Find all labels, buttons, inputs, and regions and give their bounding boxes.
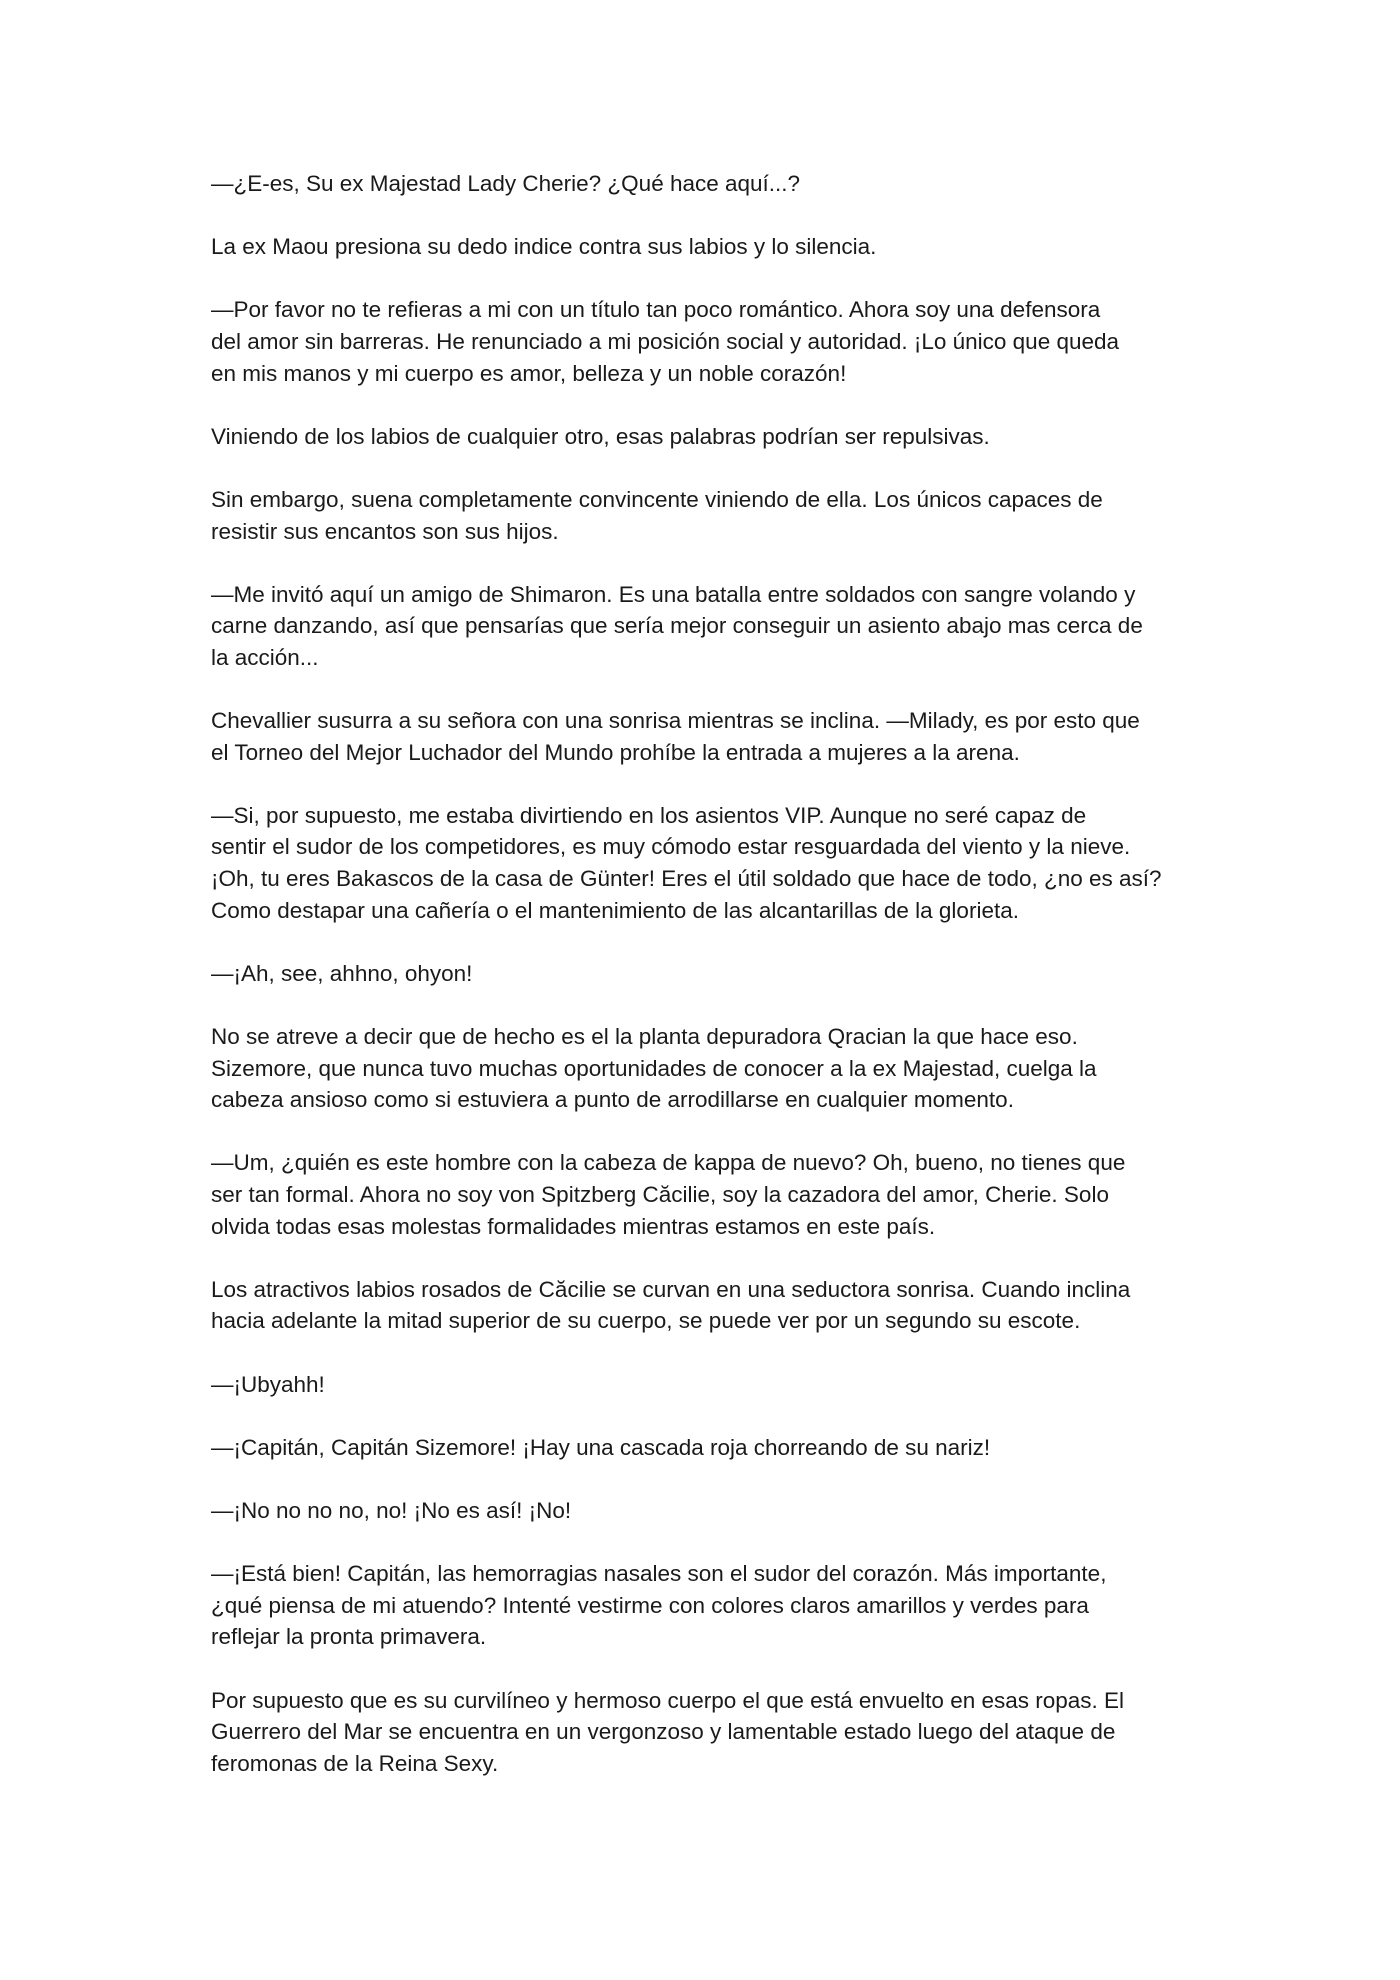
- paragraph-8: —Si, por supuesto, me estaba divirtiendo en los asientos VIP. Aunque no seré capaz de sentir el sudor de los competidores, es muy cómodo estar resguardada del viento y la nieve. ¡Oh, tu eres Bakascos de la casa de Günter! Eres el útil soldado que hace de todo, ¿no es así? Como destapar una cañería o el mantenimiento de las alcantarillas de la glorieta.: [211, 802, 1162, 923]
- paragraph-4: Viniendo de los labios de cualquier otro, esas palabras podrían ser repulsivas.: [211, 423, 990, 449]
- paragraph-11: —Um, ¿quién es este hombre con la cabeza de kappa de nuevo? Oh, bueno, no tienes que ser tan formal. Ahora no soy von Spitzberg Căcilie, soy la cazadora del amor, Cherie. Solo olvida todas esas molestas formalidades mientras estamos en este país.: [211, 1150, 1126, 1239]
- paragraph-10: No se atreve a decir que de hecho es el la planta depuradora Qracian la que hace eso. Sizemore, que nunca tuvo muchas oportunidades de conocer a la ex Majestad, cuelga la cabeza ansioso como si estuviera a punto de arrodillarse en cualquier momento.: [211, 1024, 1097, 1113]
- paragraph-16: —¡Está bien! Capitán, las hemorragias nasales son el sudor del corazón. Más importante, ¿qué piensa de mi atuendo? Intenté vestirme con colores claros amarillos y verdes para reflejar la pronta primavera.: [211, 1561, 1107, 1650]
- paragraph-9: —¡Ah, see, ahhno, ohyon!: [211, 960, 473, 986]
- paragraph-15: —¡No no no no, no! ¡No es así! ¡No!: [211, 1497, 572, 1523]
- paragraph-5: Sin embargo, suena completamente convincente viniendo de ella. Los únicos capaces de resistir sus encantos son sus hijos.: [211, 486, 1103, 544]
- paragraph-12: Los atractivos labios rosados de Căcilie se curvan en una seductora sonrisa. Cuando inclina hacia adelante la mitad superior de su cuerpo, se puede ver por un segundo su escote.: [211, 1276, 1131, 1334]
- paragraph-1: —¿E-es, Su ex Majestad Lady Cherie? ¿Qué hace aquí...?: [211, 171, 801, 196]
- paragraph-13: —¡Ubyahh!: [211, 1371, 325, 1397]
- paragraph-2: La ex Maou presiona su dedo indice contra sus labios y lo silencia.: [211, 234, 877, 260]
- paragraph-3: —Por favor no te refieras a mi con un título tan poco romántico. Ahora soy una defensora del amor sin barreras. He renunciado a mi posición social y autoridad. ¡Lo único que queda en mis manos y mi cuerpo es amor, belleza y un noble corazón!: [211, 297, 1120, 386]
- paragraph-17: Por supuesto que es su curvilíneo y hermoso cuerpo el que está envuelto en esas ropas. El Guerrero del Mar se encuentra en un vergonzoso y lamentable estado luego del ataque de feromonas de la Reina Sexy.: [211, 1687, 1125, 1776]
- paragraph-7: Chevallier susurra a su señora con una sonrisa mientras se inclina. —Milady, es por esto que el Torneo del Mejor Luchador del Mundo prohíbe la entrada a mujeres a la arena.: [211, 708, 1140, 765]
- paragraph-14: —¡Capitán, Capitán Sizemore! ¡Hay una cascada roja chorreando de su nariz!: [211, 1434, 991, 1460]
- paragraph-6: —Me invitó aquí un amigo de Shimaron. Es una batalla entre soldados con sangre volando y carne danzando, así que pensarías que sería mejor conseguir un asiento abajo mas cerca de la acción...: [211, 581, 1143, 670]
- body-text: [211, 168, 1201, 1811]
